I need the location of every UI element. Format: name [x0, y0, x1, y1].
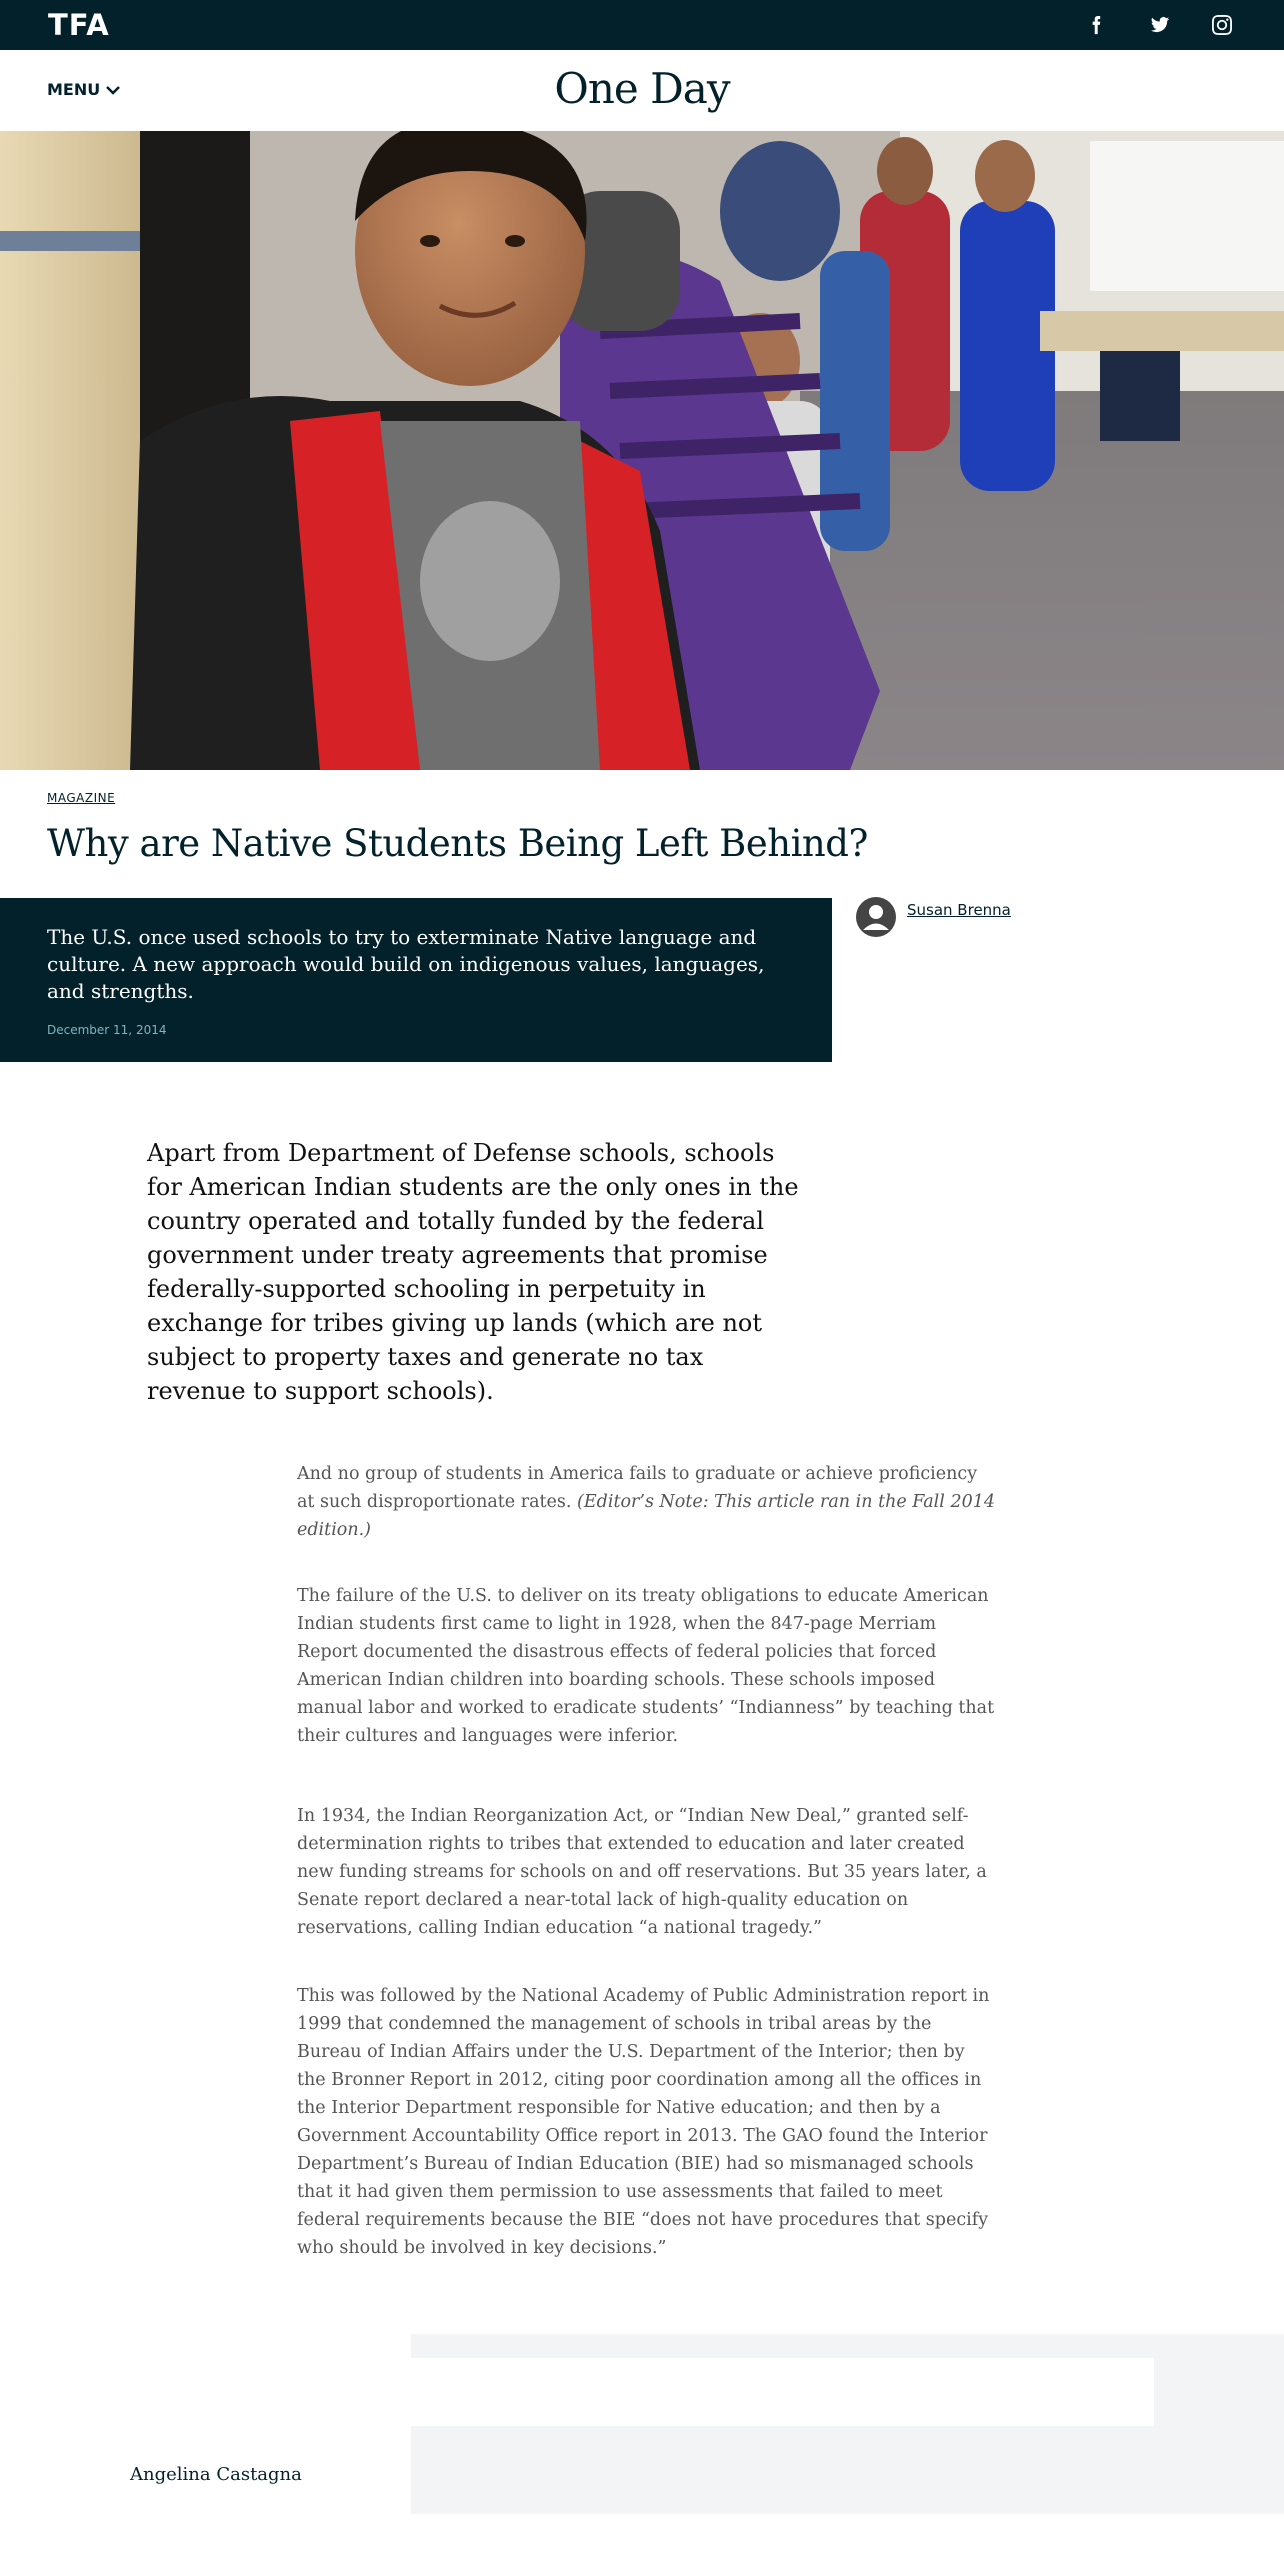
body-paragraph-3: In 1934, the Indian Reorganization Act, or “Indian New Deal,” granted self-determination rights to tribes that extended to education and later created new funding streams for schools on and off reservations. But 35 years later, a Senate report declared a near-total lack of high-quality education on reservations, calling Indian education “a national tragedy.” [297, 1806, 987, 1938]
facebook-icon[interactable] [1081, 10, 1111, 40]
related-panel-inner [411, 2358, 1154, 2426]
body-paragraph-4: This was followed by the National Academy of Public Administration report in 1999 that condemned the management of schools in tribal areas by the Bureau of Indian Affairs under the U.S. Department of the Interior; then by the Bronner Report in 2012, citing poor coordination among all the offices in the Interior Department responsible for Native education; and then by a Government Accountability Office report in 2013. The GAO found the Interior Department’s Bureau of Indian Education (BIE) had so mismanaged schools that it had given them permission to use assessments that failed to meet federal requirements because the BIE “does not have procedures that specify who should be involved in key decisions.” [297, 1986, 990, 2258]
user-icon [856, 897, 896, 937]
site-title[interactable]: One Day [554, 64, 730, 113]
instagram-icon[interactable] [1207, 10, 1237, 40]
category-link[interactable]: MAGAZINE [47, 791, 116, 805]
body-paragraph-2: The failure of the U.S. to deliver on its treaty obligations to educate American Indian students first came to light in 1928, when the 847-page Merriam Report documented the disastrous effects of federal policies that forced American Indian children into boarding schools. These schools imposed manual labor and worked to eradicate students’ “Indianness” by teaching that their cultures and languages were inferior. [297, 1586, 995, 1746]
tfa-logo[interactable]: TFA [48, 8, 110, 42]
hero-image [0, 131, 1284, 770]
twitter-icon[interactable] [1145, 10, 1175, 40]
menu-label: MENU [47, 80, 101, 99]
editors-note: (Editor’s Note: This article ran in the Fall 2014 edition.) [297, 1492, 995, 1540]
publish-date: December 11, 2014 [47, 1023, 167, 1037]
body-paragraph-1: And no group of students in America fails to graduate or achieve proficiency at such disproportionate rates. (Editor’s Note: This article ran in the Fall 2014 edition.) [297, 1464, 995, 1540]
author-link[interactable]: Susan Brenna [907, 901, 1011, 919]
lead-paragraph: Apart from Department of Defense schools, schools for American Indian students are the only ones in the country operated and totally funded by the federal government under treaty agreements that promise federally-supported schooling in perpetuity in exchange for tribes giving up lands (which are not subject to property taxes and generate no tax revenue to support schools). [147, 1139, 799, 1405]
profile-name: Angelina Castagna [130, 2464, 302, 2485]
article-dek: The U.S. once used schools to try to exterminate Native language and culture. A new approach would build on indigenous values, languages, and strengths. [47, 925, 765, 1003]
masthead [0, 50, 1284, 132]
author-avatar [856, 897, 896, 937]
article-title: Why are Native Students Being Left Behind? [47, 822, 868, 865]
top-bar [0, 0, 1284, 50]
